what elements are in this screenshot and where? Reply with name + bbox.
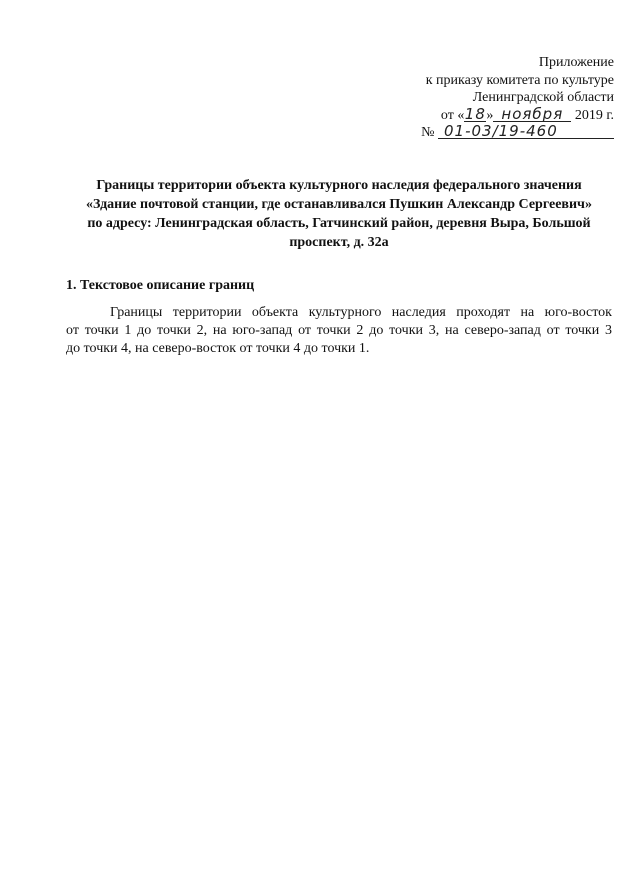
approval-number-line [421,124,614,142]
number-handwritten: 01-03/19-460 [438,124,614,139]
approval-block [421,54,614,142]
date-prefix: от « [440,107,465,123]
date-year: 2019 г. [574,107,614,123]
title-line-4: проспект, д. 32а [289,235,389,250]
paragraph-line-2: от точки 1 до точки 2, на юго-запад от точки 2 до точки 3, на северо-запад от точки 3 [66,323,612,338]
title-line-3: по адресу: Ленинградская область, Гатчинский район, деревня Выра, Большой [87,216,591,231]
title-line-2: «Здание почтовой станции, где останавливался Пушкин Александр Сергеевич» [86,197,592,212]
document-title [66,176,612,252]
date-month-handwritten: ноября [493,107,571,122]
section-paragraph [66,304,612,358]
paragraph-line-3: до точки 4, на северо-восток от точки 4 до точки 1. [66,341,370,356]
date-mid: » [486,107,494,123]
approval-line-2: к приказу комитета по культуре [425,72,614,88]
section-heading: 1. Текстовое описание границ [66,278,255,293]
approval-line-3: Ленинградской области [472,90,614,105]
paragraph-line-1: Границы территории объекта культурного наследия проходят на юго-восток [110,305,612,320]
number-label: № [421,125,435,140]
approval-line-1: Приложение [538,55,614,70]
date-day-handwritten: 18 [464,104,486,123]
title-line-1: Границы территории объекта культурного наследия федерального значения [96,178,582,193]
